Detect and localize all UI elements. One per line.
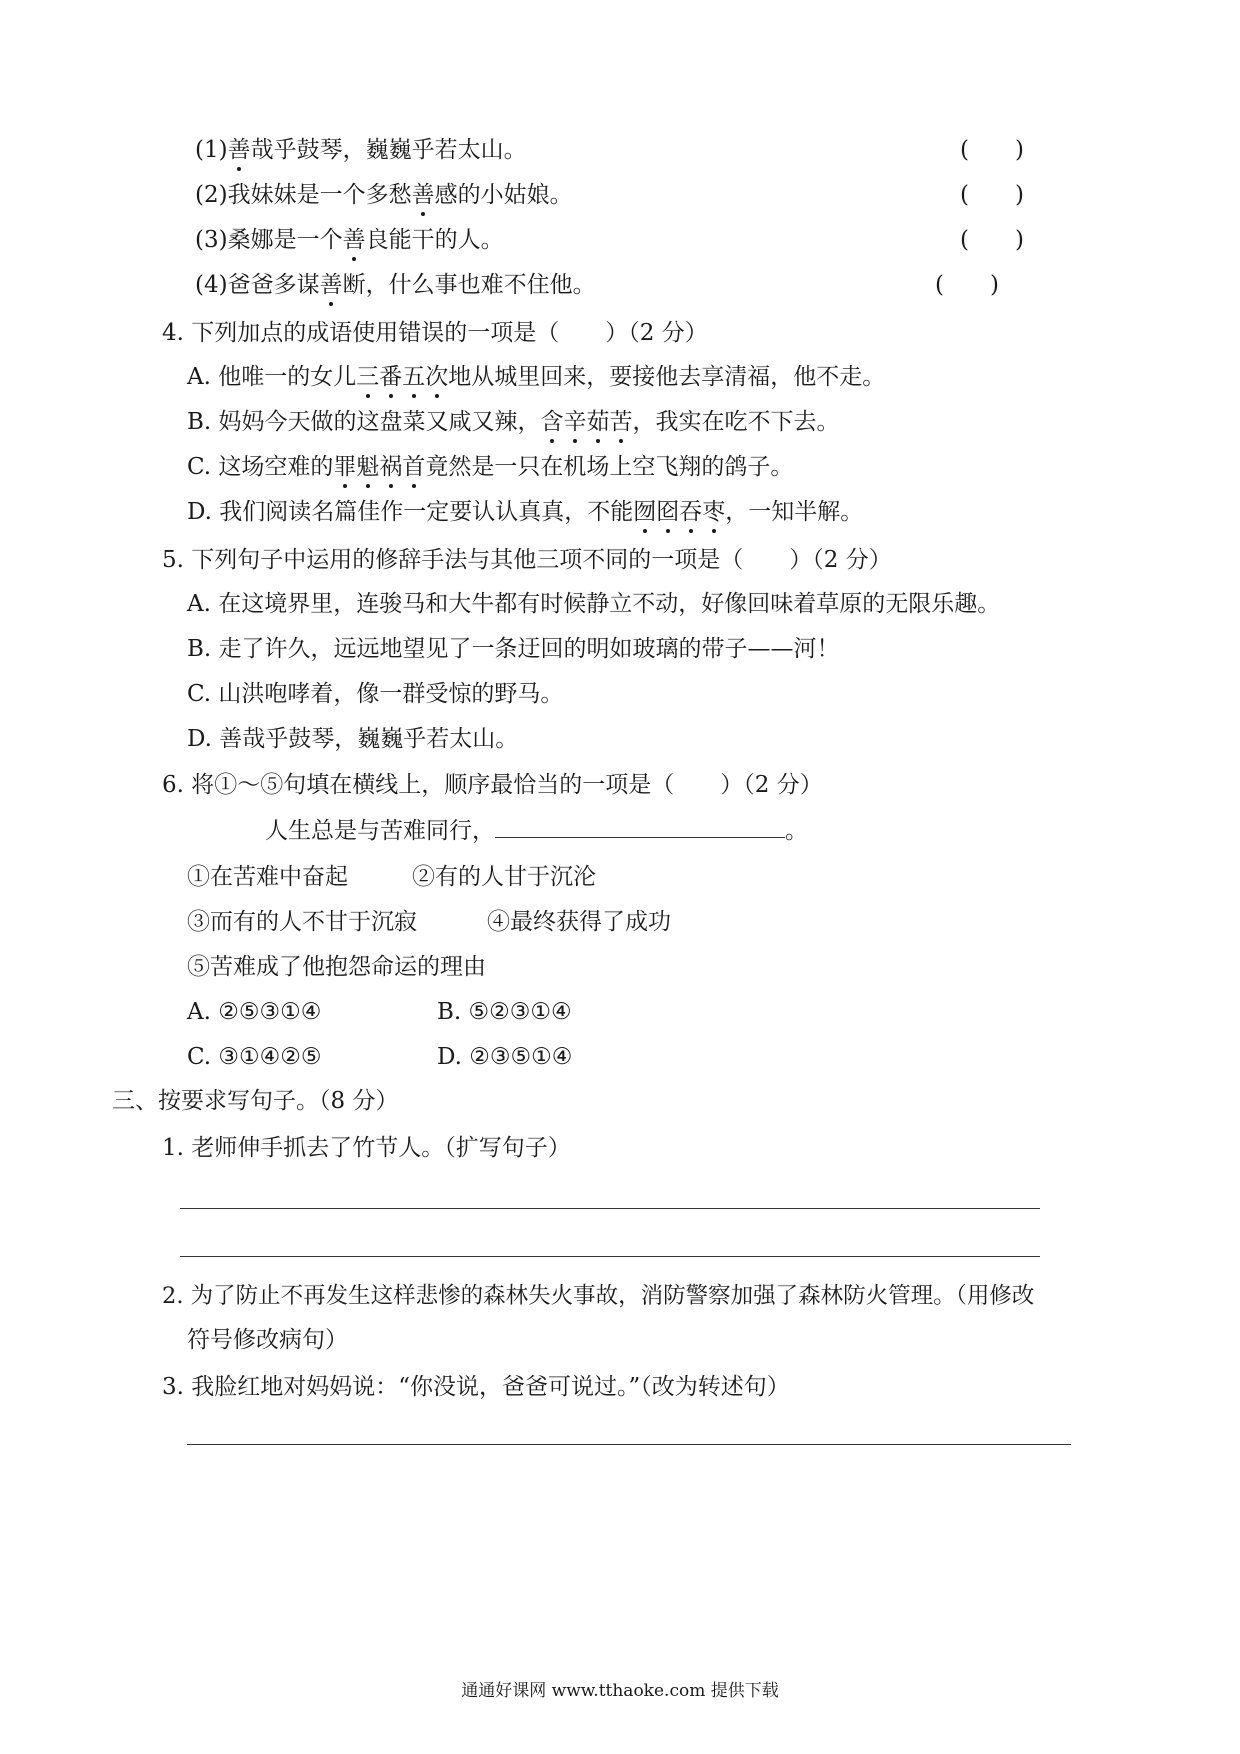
- answer-line-3[interactable]: [187, 1444, 1071, 1445]
- emphasis-char: 次: [425, 364, 449, 390]
- emphasis-char: 囵: [656, 499, 680, 525]
- emphasis-char: 善: [342, 227, 366, 253]
- answer-paren[interactable]: ( ): [960, 137, 1024, 163]
- emphasis-char: 茹: [586, 409, 610, 435]
- section3-q1: 1. 老师伸手抓去了竹节人。（扩写句子）: [162, 1135, 571, 1161]
- emphasis-char: 祸: [379, 454, 403, 480]
- section3-q3: 3. 我脸红地对妈妈说：“你没说，爸爸可说过。”（改为转述句）: [162, 1374, 790, 1400]
- q6-phrase-4: ④最终获得了成功: [487, 909, 671, 935]
- q5-option-d[interactable]: D. 善哉乎鼓琴，巍巍乎若太山。: [187, 726, 519, 752]
- q4-option-a[interactable]: A. 他唯一的女儿三番五次地从城里回来，要接他去享清福，他不走。: [187, 364, 886, 390]
- q4-option-d[interactable]: D. 我们阅读名篇佳作一定要认认真真，不能囫囵吞枣，一知半解。: [187, 499, 864, 525]
- q4-option-c[interactable]: C. 这场空难的罪魁祸首竟然是一只在机场上空飞翔的鸽子。: [187, 454, 794, 480]
- q3-item-2: (2)我妹妹是一个多愁善感的小姑娘。: [195, 182, 573, 208]
- q3-item-1: (1)善哉乎鼓琴，巍巍乎若太山。: [195, 137, 527, 163]
- q5-option-b[interactable]: B. 走了许久，远远地望见了一条迂回的明如玻璃的带子——河！: [187, 636, 840, 662]
- emphasis-char: 三: [356, 364, 380, 390]
- section3-title: 三、按要求写句子。（8 分）: [112, 1088, 399, 1114]
- q3-item-4: (4)爸爸多谋善断，什么事也难不住他。: [195, 272, 596, 298]
- emphasis-char: 苦: [609, 409, 633, 435]
- q5-option-a[interactable]: A. 在这境界里，连骏马和大牛都有时候静立不动，好像回味着草原的无限乐趣。: [187, 591, 1001, 617]
- answer-line-2[interactable]: [180, 1256, 1040, 1257]
- emphasis-char: 罪: [333, 454, 357, 480]
- q6-choice-b[interactable]: B. ⑤②③①④: [437, 999, 572, 1025]
- answer-paren[interactable]: ( ): [960, 227, 1024, 253]
- q4-option-b[interactable]: B. 妈妈今天做的这盘菜又咸又辣，含辛茹苦，我实在吃不下去。: [187, 409, 840, 435]
- emphasis-char: 首: [402, 454, 426, 480]
- emphasis-char: 枣: [702, 499, 726, 525]
- emphasis-char: 善: [227, 137, 251, 163]
- emphasis-char: 善: [319, 272, 343, 298]
- q6-choice-a[interactable]: A. ②⑤③①④: [187, 999, 322, 1025]
- q6-phrase-1: ①在苦难中奋起: [187, 864, 348, 890]
- emphasis-char: 番: [379, 364, 403, 390]
- emphasis-char: 含: [540, 409, 564, 435]
- fill-blank-line[interactable]: [495, 815, 785, 838]
- emphasis-char: 魁: [356, 454, 380, 480]
- q5-stem: 5. 下列句子中运用的修辞手法与其他三项不同的一项是（ ）（2 分）: [162, 547, 892, 573]
- page-footer: 通通好课网 www.tthaoke.com 提供下载: [461, 1681, 779, 1701]
- answer-paren[interactable]: ( ): [935, 272, 999, 298]
- q6-stem: 6. 将①～⑤句填在横线上，顺序最恰当的一项是（ ）（2 分）: [162, 772, 823, 798]
- q6-phrase-2: ②有的人甘于沉沦: [412, 864, 596, 890]
- q5-option-c[interactable]: C. 山洪咆哮着，像一群受惊的野马。: [187, 681, 564, 707]
- answer-paren[interactable]: ( ): [960, 182, 1024, 208]
- emphasis-char: 辛: [563, 409, 587, 435]
- q6-choice-d[interactable]: D. ②③⑤①④: [437, 1044, 573, 1070]
- q4-stem: 4. 下列加点的成语使用错误的一项是（ ）（2 分）: [162, 320, 708, 346]
- emphasis-char: 五: [402, 364, 426, 390]
- q6-choice-c[interactable]: C. ③①④②⑤: [187, 1044, 322, 1070]
- emphasis-char: 善: [411, 182, 435, 208]
- q6-sentence: 人生总是与苦难同行， 。: [265, 815, 808, 846]
- q3-item-3: (3)桑娜是一个善良能干的人。: [195, 227, 504, 253]
- emphasis-char: 囫: [633, 499, 657, 525]
- emphasis-char: 吞: [679, 499, 703, 525]
- q6-phrase-3: ③而有的人不甘于沉寂: [187, 909, 417, 935]
- section3-q2-line2: 符号修改病句）: [187, 1327, 348, 1353]
- q6-phrase-5: ⑤苦难成了他抱怨命运的理由: [187, 954, 486, 980]
- answer-line-1[interactable]: [180, 1208, 1040, 1209]
- section3-q2-line1: 2. 为了防止不再发生这样悲惨的森林失火事故，消防警察加强了森林防火管理。（用修改: [162, 1283, 1035, 1309]
